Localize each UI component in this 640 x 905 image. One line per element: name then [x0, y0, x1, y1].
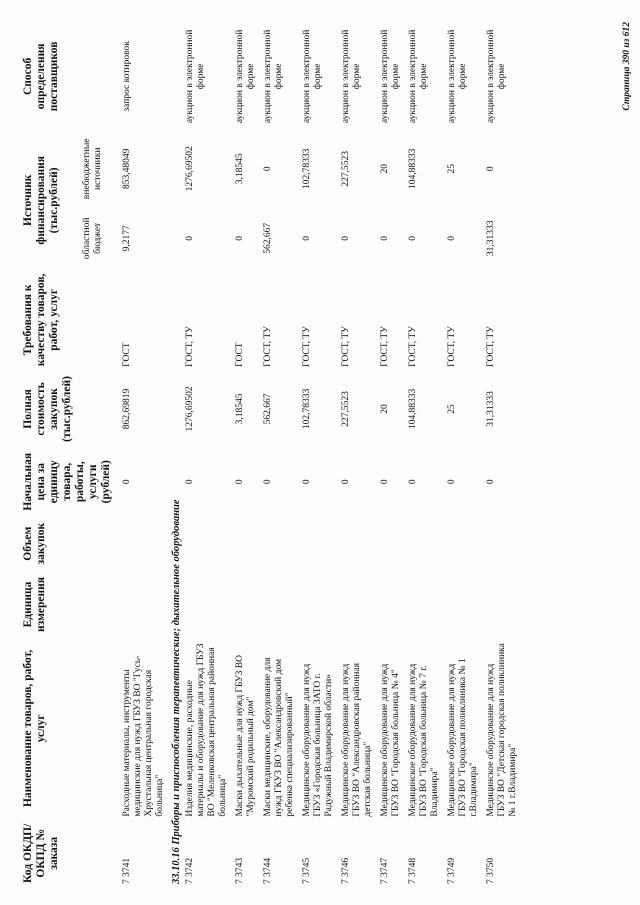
cell-start-price: 0 — [486, 479, 496, 485]
cell-unit — [377, 572, 405, 637]
cell-volume — [405, 515, 444, 572]
cell-total-cost: 31,31333 — [486, 391, 496, 427]
cell-unit — [182, 572, 232, 637]
header-financing-extra: внебюджетные источники — [82, 138, 104, 200]
cell-unit — [405, 572, 444, 637]
cell-unit — [338, 572, 377, 637]
cell-name: Расходные материалы, инструменты медицинские для нужд ГБУЗ ВО "Гусь-Хрустальная центральная городская больница" — [122, 655, 165, 817]
cell-extra: 0 — [486, 166, 496, 172]
cell-requirements: ГОСТ, ТУ — [263, 326, 273, 367]
cell-volume — [483, 515, 522, 572]
section-row — [169, 22, 182, 887]
cell-volume — [260, 515, 299, 572]
table-row — [260, 22, 299, 887]
cell-volume — [182, 515, 232, 572]
cell-extra: 3,18545 — [235, 153, 245, 185]
cell-total-cost: 3,18545 — [235, 393, 245, 425]
procurement-table — [20, 22, 522, 887]
cell-unit — [299, 572, 338, 637]
cell-total-cost: 1276,69502 — [185, 386, 195, 432]
table-row — [377, 22, 405, 887]
page-number: Страница 390 из 612 — [622, 22, 632, 111]
header-volume: Объем закупок — [22, 522, 47, 565]
cell-code: 7 3745 — [302, 857, 312, 884]
cell-code: 7 3743 — [235, 857, 245, 884]
cell-start-price: 0 — [122, 479, 132, 485]
header-method: Способ определения поставщиков — [22, 41, 60, 112]
cell-code: 7 3742 — [185, 857, 195, 884]
cell-regional: 0 — [302, 235, 312, 241]
table-row — [483, 22, 522, 887]
cell-extra: 227,5523 — [341, 150, 351, 187]
cell-method: аукцион в электронной форме — [263, 29, 284, 124]
table-row — [119, 22, 169, 887]
cell-code: 7 3741 — [122, 857, 132, 884]
cell-total-cost: 562,667 — [263, 393, 273, 425]
cell-regional: 0 — [185, 235, 195, 241]
cell-volume — [338, 515, 377, 572]
cell-total-cost: 102,78333 — [302, 388, 312, 430]
cell-method: запрос котировок — [122, 41, 132, 112]
cell-regional: 31,31333 — [486, 220, 496, 257]
cell-start-price: 0 — [185, 479, 195, 485]
cell-extra: 20 — [380, 164, 390, 174]
cell-extra: 102,78333 — [302, 148, 312, 189]
cell-requirements: ГОСТ, ТУ — [408, 326, 418, 367]
cell-name: Медицинское оборудование для нужд ГБУЗ ВО "Александровская районная детская больница" — [341, 663, 373, 817]
cell-method: аукцион в электронной форме — [408, 29, 429, 124]
header-total-cost: Полная стоимость закупок (тыс.рублей) — [22, 376, 73, 442]
cell-extra: 0 — [263, 166, 273, 172]
cell-name: Маски медицинские, оборудование для нужд ГКУЗ ВО "Александровский дом ребенка специализированный" — [263, 657, 295, 817]
cell-requirements: ГОСТ, ТУ — [380, 326, 390, 367]
cell-start-price: 0 — [341, 479, 351, 485]
cell-name: Медицинское оборудование для нужд ГБУЗ ВО "Городская поликлиника № 1 г.Владимира" — [447, 658, 479, 817]
cell-code: 7 3750 — [486, 857, 496, 884]
cell-method: аукцион в электронной форме — [185, 29, 206, 124]
cell-start-price: 0 — [447, 479, 457, 485]
cell-name: Медицинское оборудование для нужд ГБУЗ «Городская больница ЗАТО г. Радужный Владимирской области» — [302, 663, 334, 817]
cell-regional: 9,2177 — [122, 225, 132, 252]
cell-total-cost: 25 — [447, 404, 457, 414]
cell-regional: 0 — [341, 235, 351, 241]
cell-start-price: 0 — [302, 479, 312, 485]
cell-code: 7 3746 — [341, 857, 351, 884]
cell-method: аукцион в электронной форме — [447, 29, 468, 124]
cell-volume — [444, 515, 483, 572]
cell-code: 7 3748 — [408, 857, 418, 884]
cell-method: аукцион в электронной форме — [380, 29, 401, 124]
cell-unit — [232, 572, 260, 637]
header-row — [20, 22, 80, 887]
cell-name: Медицинское оборудование для нужд ГБУЗ ВО "Детская городская поликлиника № 1 г.Владимира" — [486, 643, 518, 817]
cell-requirements: ГОСТ, ТУ — [486, 326, 496, 367]
cell-requirements: ГОСТ, ТУ — [341, 326, 351, 367]
cell-start-price: 0 — [380, 479, 390, 485]
header-requirements: Требования к качеству товаров, работ, услуг — [22, 273, 60, 367]
header-name: Наименование товаров, работ, услуг — [22, 649, 47, 808]
cell-method: аукцион в электронной форме — [235, 29, 256, 124]
cell-requirements: ГОСТ, ТУ — [447, 326, 457, 367]
cell-unit — [260, 572, 299, 637]
cell-start-price: 0 — [263, 479, 273, 485]
cell-total-cost: 104,88333 — [408, 388, 418, 430]
table-row — [444, 22, 483, 887]
header-financing: Источник финансирования (тыс.рублей) — [22, 156, 60, 245]
cell-extra: 853,48049 — [122, 148, 132, 189]
cell-volume — [232, 515, 260, 572]
cell-name: Медицинское оборудование для нужд ГБУЗ ВО "Городская больница № 7 г. Владимира" — [408, 663, 440, 817]
cell-name: Изделия медицинские, расходные материалы и оборудование для нужд ГБУЗ ВО "Меленковская центральная районная больница" — [185, 643, 228, 817]
cell-regional: 0 — [380, 235, 390, 241]
cell-total-cost: 227,5523 — [341, 391, 351, 427]
table-row — [182, 22, 232, 887]
cell-requirements: ГОСТ, ТУ — [302, 326, 312, 367]
cell-name: Маски дыхательные для нужд ГБУЗ ВО "Муромский родильный дом" — [235, 655, 256, 817]
cell-regional: 0 — [408, 235, 418, 241]
header-start-price: Начальная цена за единицу товара, работы, услуги (рублей) — [22, 452, 112, 511]
cell-volume — [299, 515, 338, 572]
cell-method: аукцион в электронной форме — [302, 29, 323, 124]
header-unit: Единица измерения — [22, 577, 47, 632]
cell-requirements: ГОСТ, ТУ — [185, 326, 195, 367]
cell-regional: 562,667 — [263, 222, 273, 254]
cell-method: аукцион в электронной форме — [486, 29, 507, 124]
cell-total-cost: 862,69819 — [122, 388, 132, 430]
cell-regional: 0 — [447, 235, 457, 241]
cell-total-cost: 20 — [380, 404, 390, 414]
cell-volume — [377, 515, 405, 572]
cell-start-price: 0 — [408, 479, 418, 485]
table-row — [405, 22, 444, 887]
table-row — [232, 22, 260, 887]
cell-code: 7 3749 — [447, 857, 457, 884]
cell-unit — [119, 572, 169, 637]
section-heading: 33.10.16 Приборы и приспособления терапевтические; дыхательное оборудование — [171, 499, 182, 884]
table-row — [299, 22, 338, 887]
header-financing-regional: областной бюджет — [82, 217, 104, 260]
cell-unit — [483, 572, 522, 637]
cell-extra: 1276,69502 — [185, 146, 195, 192]
header-code: Код ОКДП/ ОКПД № заказа — [22, 823, 60, 883]
cell-start-price: 0 — [235, 479, 245, 485]
cell-volume — [119, 515, 169, 572]
cell-method: аукцион в электронной форме — [341, 29, 362, 124]
table-row — [338, 22, 377, 887]
cell-extra: 25 — [447, 164, 457, 174]
cell-requirements: ГОСТ — [122, 342, 132, 367]
cell-name: Медицинское оборудование для нужд ГБУЗ ВО "Городская больница № 4" — [380, 663, 401, 817]
cell-regional: 0 — [235, 235, 245, 241]
cell-requirements: ГОСТ — [235, 342, 245, 367]
cell-unit — [444, 572, 483, 637]
cell-extra: 104,88333 — [408, 148, 418, 189]
cell-code: 7 3744 — [263, 857, 273, 884]
cell-code: 7 3747 — [380, 857, 390, 884]
